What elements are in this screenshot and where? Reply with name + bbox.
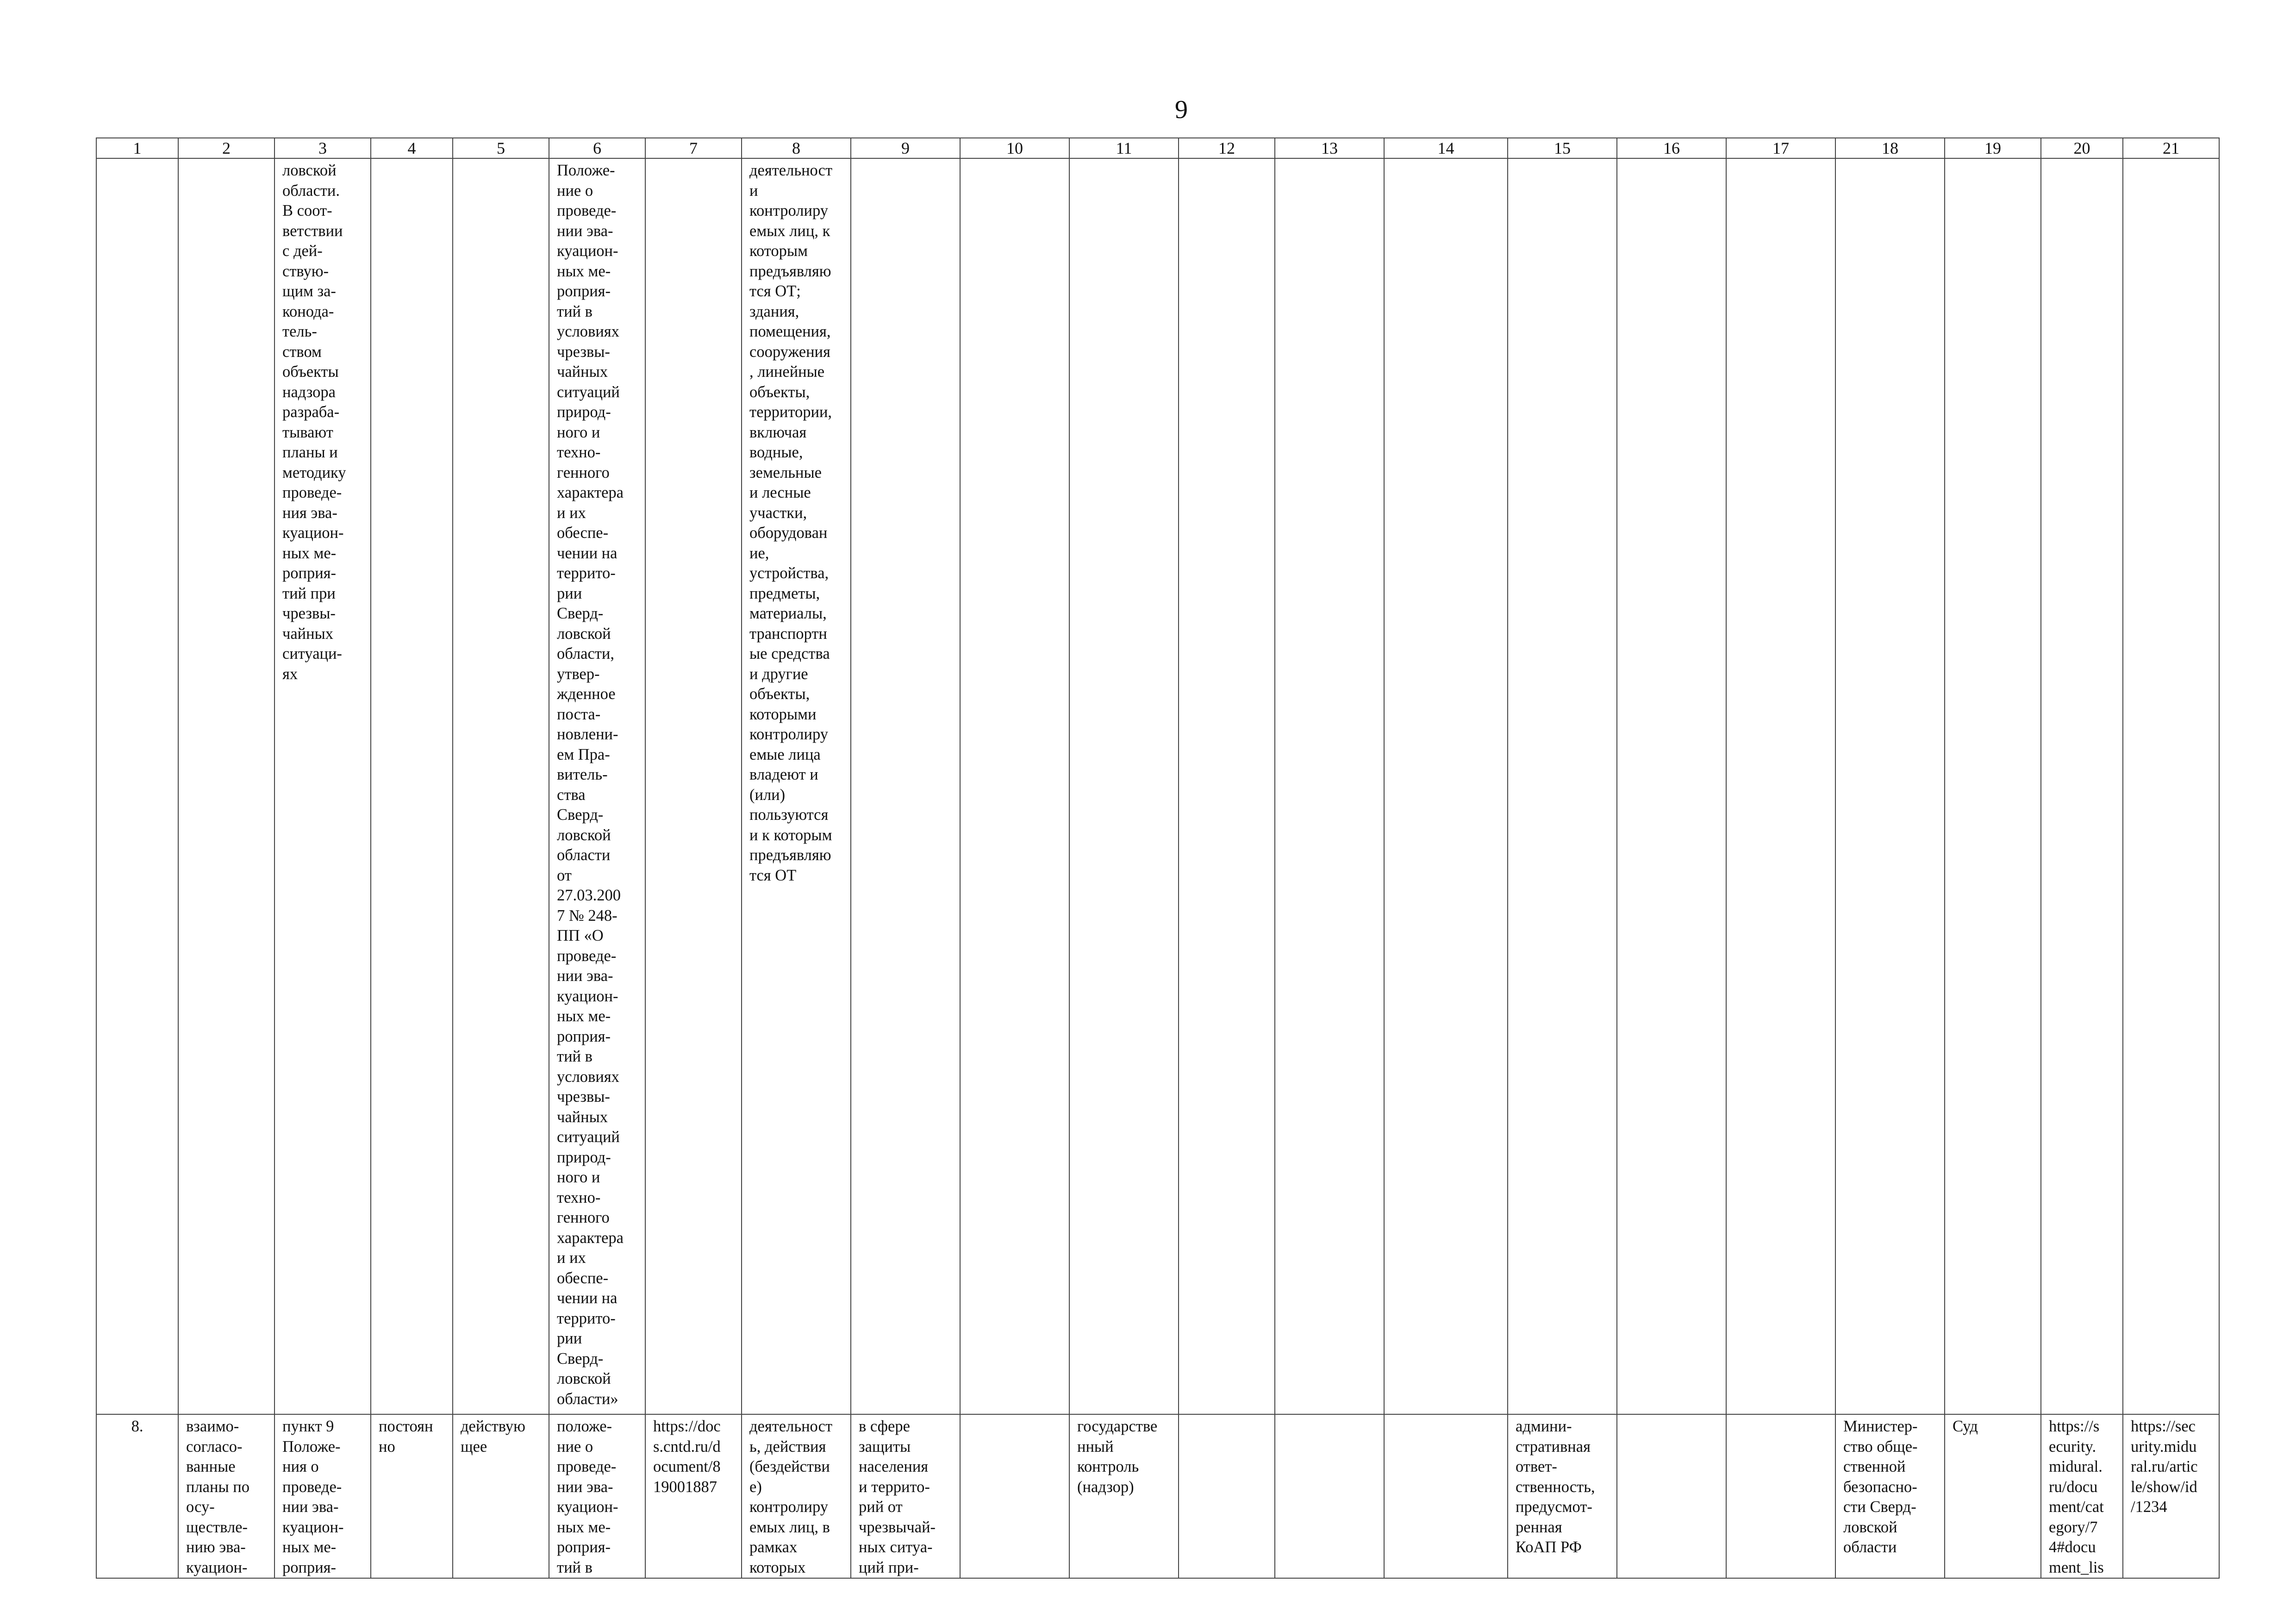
cell-text-line: характера [557,1229,624,1247]
cell-text-line: рии [557,584,582,602]
table-cell [1617,1414,1726,1578]
cell-text-line: тий в [557,302,593,320]
cell-text-line: и их [557,504,586,522]
cell-text-line: области [1843,1538,1897,1556]
cell-text-line: но [379,1437,395,1455]
cell-text-line: ных ме- [557,1007,611,1025]
cell-text-line: обеспе- [557,1269,609,1287]
cell-text-line: ral.ru/artic [2131,1458,2198,1475]
cell-text-line: планы по [186,1478,250,1496]
cell-text-line: 8. [131,1418,144,1435]
cell-text-line: пользуются [749,806,829,824]
cell-text-line: и террито- [859,1478,930,1496]
cell-text-line: ь, действия [749,1437,826,1455]
cell-text-line: области [557,846,611,864]
cell-text-line: ных ме- [557,262,611,280]
cell-text-line: роприя- [557,1027,611,1045]
cell-text-line: и к которым [749,826,832,844]
cell-text-line: чайных [282,625,334,643]
cell-text-line: 27.03.200 [557,887,621,904]
cell-text-line: сти Сверд- [1843,1498,1916,1516]
table-cell [960,1414,1069,1578]
table-cell [1726,158,1835,1414]
cell-text-line: ловской [557,625,611,643]
cell-text-line: ства [557,786,586,804]
cell-text-line: характера [557,484,624,501]
cell-text-line: чайных [557,1108,608,1126]
cell-text-line: нный [1077,1437,1114,1455]
cell-text-line: террито- [557,1309,616,1327]
cell-text-line: куацион- [282,524,344,542]
table-cell [1275,158,1384,1414]
table-cell [275,158,371,1414]
cell-text-line: куацион- [557,1498,618,1516]
cell-text-line: куацион- [186,1558,248,1576]
cell-text-line: области, [557,645,614,662]
cell-text-line: ных ситуа- [859,1538,933,1556]
cell-text-line: ловской [557,826,611,844]
cell-text-line: объекты, [749,383,810,401]
cell-text-line: тся ОТ; [749,282,801,300]
cell-text-line: планы и [282,443,338,461]
cell-text-line: нии эва- [557,1478,613,1496]
cell-text-line: щее [461,1437,487,1455]
page-number: 9 [1175,95,1188,124]
table-cell [178,1414,275,1578]
cell-text-line: ных ме- [282,1538,337,1556]
cell-text-line: ветствии [282,222,343,240]
cell-text-line: ment_lis [2049,1558,2104,1576]
column-header-15: 15 [1508,138,1617,158]
table-cell [851,158,960,1414]
cell-text-line: куацион- [282,1518,344,1536]
cell-text-line: и другие [749,665,808,683]
column-header-11: 11 [1069,138,1179,158]
cell-text-line: деятельност [749,1418,833,1435]
cell-text-line: взаимо- [186,1418,239,1435]
cell-text-line: проведе- [557,947,617,965]
table-cell [1508,158,1617,1414]
cell-text-line: 19001887 [653,1478,717,1496]
cell-text-line: проведе- [557,1458,617,1475]
cell-text-line: террито- [557,564,616,582]
table-cell [1726,1414,1835,1578]
cell-text-line: ния эва- [282,504,337,522]
table-cell [453,1414,549,1578]
table-cell [742,158,851,1414]
cell-text-line: новлени- [557,725,618,743]
cell-text-line: ных ме- [557,1518,611,1536]
table-cell [742,1414,851,1578]
cell-text-line: жденное [557,685,616,703]
table-cell [1945,158,2041,1414]
cell-text-line: емые лица [749,745,821,763]
cell-text-line: стративная [1516,1437,1591,1455]
cell-text-line: Положе- [557,162,615,179]
cell-text-line: с дей- [282,242,323,260]
table-cell [2123,1414,2219,1578]
cell-text-line: ния о [282,1458,319,1475]
column-header-17: 17 [1726,138,1835,158]
cell-text-line: предъявляю [749,262,831,280]
cell-text-line: включая [749,423,807,441]
cell-text-line: тывают [282,423,333,441]
table-cell [178,158,275,1414]
cell-text-line: ситуаци- [282,645,342,662]
table-cell [1069,1414,1179,1578]
cell-text-line: проведе- [282,1478,342,1496]
cell-text-line: водные, [749,443,803,461]
cell-text-line: устройства, [749,564,829,582]
cell-text-line: предметы, [749,584,820,602]
cell-text-line: тий в [557,1558,593,1576]
cell-text-line: е) [749,1478,762,1496]
cell-text-line: рамках [749,1538,798,1556]
table-row-8 [96,1414,2219,1578]
cell-text-line: s.cntd.ru/d [653,1437,721,1455]
cell-text-line: емых лиц, к [749,222,830,240]
table-cell [549,1414,645,1578]
cell-text-line: ственность, [1516,1478,1595,1496]
cell-text-line: генного [557,1209,610,1226]
cell-text-line: админи- [1516,1418,1572,1435]
cell-text-line: ocument/8 [653,1458,721,1475]
cell-text-line: 4#docu [2049,1538,2096,1556]
cell-text-line: ПП «О [557,927,604,944]
cell-text-line: проведе- [282,484,342,501]
column-header-16: 16 [1617,138,1726,158]
table-cell [1069,158,1179,1414]
cell-text-line: ственной [1843,1458,1906,1475]
cell-text-line: утвер- [557,665,600,683]
cell-text-line: Сверд- [557,806,604,824]
cell-text-line: (бездействи [749,1458,830,1475]
cell-text-line: деятельност [749,162,833,179]
cell-text-line: в сфере [859,1418,910,1435]
table-cell [2041,1414,2123,1578]
cell-text-line: ях [282,665,298,683]
column-header-14: 14 [1384,138,1508,158]
cell-text-line: безопасно- [1843,1478,1917,1496]
cell-text-line: области» [557,1390,618,1408]
cell-text-line: urity.midu [2131,1437,2197,1455]
cell-text-line: чрезвычай- [859,1518,936,1536]
cell-text-line: проведе- [557,202,617,219]
cell-text-line: контролиру [749,202,828,219]
cell-text-line: населения [859,1458,929,1475]
cell-text-line: , линейные [749,363,825,381]
cell-text-line: https://sec [2131,1418,2196,1435]
table-cell [1179,158,1275,1414]
table-cell [549,158,645,1414]
table-cell [453,158,549,1414]
cell-text-line: ие, [749,544,769,562]
cell-text-line: техно- [557,443,601,461]
cell-text-line: государстве [1077,1418,1158,1435]
cell-text-line: объекты, [749,685,810,703]
table-cell [1835,158,1945,1414]
cell-text-line: поста- [557,705,601,723]
cell-text-line: пункт 9 [282,1418,334,1435]
table-cell [645,158,742,1414]
cell-text-line: чайных [557,363,608,381]
table-cell [1275,1414,1384,1578]
table-cell [96,158,178,1414]
cell-text-line: (или) [749,786,786,804]
cell-text-line: ного и [557,423,600,441]
cell-text-line: чении на [557,1289,618,1307]
column-header-20: 20 [2041,138,2123,158]
cell-text-line: ством [282,343,322,361]
cell-text-line: рии [557,1330,582,1347]
cell-text-line: положе- [557,1418,612,1435]
table-cell [2123,158,2219,1414]
header-row [96,138,2219,158]
cell-text-line: объекты [282,363,339,381]
cell-text-line: egory/7 [2049,1518,2098,1536]
cell-text-line: куацион- [557,987,618,1005]
cell-text-line: помещения, [749,323,831,340]
cell-text-line: КоАП РФ [1516,1538,1582,1556]
cell-text-line: действую [461,1418,525,1435]
cell-text-line: нии эва- [557,222,613,240]
cell-text-line: щим за- [282,282,336,300]
column-header-21: 21 [2123,138,2219,158]
cell-text-line: условиях [557,1068,619,1086]
cell-text-line: ловской [282,162,337,179]
cell-text-line: Министер- [1843,1418,1918,1435]
cell-text-line: материалы, [749,605,827,622]
cell-text-line: ем Пра- [557,745,610,763]
cell-text-line: разраба- [282,403,340,421]
cell-text-line: надзора [282,383,336,401]
cell-text-line: и их [557,1249,586,1267]
cell-text-line: Суд [1953,1418,1978,1435]
cell-text-line: которыми [749,705,817,723]
table-cell [1384,1414,1508,1578]
cell-text-line: техно- [557,1188,601,1206]
table-cell [371,158,453,1414]
column-header-12: 12 [1179,138,1275,158]
cell-text-line: контролиру [749,1498,828,1516]
cell-text-line: предусмот- [1516,1498,1592,1516]
cell-text-line: ций при- [859,1558,919,1576]
cell-text-line: витель- [557,766,608,783]
cell-text-line: Положе- [282,1437,341,1455]
cell-text-line: чении на [557,544,618,562]
column-header-13: 13 [1275,138,1384,158]
cell-text-line: транспортн [749,625,827,643]
column-header-10: 10 [960,138,1069,158]
cell-text-line: midural. [2049,1458,2103,1475]
table-cell [1835,1414,1945,1578]
cell-text-line: https://doc [653,1418,721,1435]
cell-text-line: ствую- [282,262,329,280]
cell-text-line: природ- [557,403,611,421]
cell-text-line: роприя- [282,564,337,582]
cell-text-line: чрезвы- [282,605,336,622]
cell-text-line: тий при [282,584,336,602]
cell-text-line: нии эва- [557,967,613,985]
cell-text-line: конода- [282,302,334,320]
cell-text-line: ситуаций [557,1128,620,1146]
cell-text-line: le/show/id [2131,1478,2197,1496]
cell-text-line: ые средства [749,645,830,662]
cell-text-line: владеют и [749,766,818,783]
column-header-5: 5 [453,138,549,158]
cell-text-line: роприя- [282,1558,337,1576]
table-cell [1384,158,1508,1414]
cell-text-line: ние о [557,1437,593,1455]
cell-text-line: осу- [186,1498,215,1516]
cell-text-line: Сверд- [557,1349,604,1368]
cell-text-line: нии эва- [282,1498,339,1516]
column-header-2: 2 [178,138,275,158]
cell-text-line: ществле- [186,1518,248,1536]
table-cell [1179,1414,1275,1578]
cell-text-line: роприя- [557,282,611,300]
cell-text-line: тий в [557,1048,593,1065]
table-cell [96,1414,178,1578]
column-header-19: 19 [1945,138,2041,158]
cell-text-line: ecurity. [2049,1437,2096,1455]
table-cell [1945,1414,2041,1578]
cell-text-line: предъявляю [749,846,831,864]
table-cell [1617,158,1726,1414]
column-header-18: 18 [1835,138,1945,158]
table-cell [960,158,1069,1414]
cell-text-line: и [749,181,758,200]
cell-text-line: постоян [379,1418,433,1435]
cell-text-line: тель- [282,323,317,340]
cell-text-line: контроль [1077,1458,1139,1475]
cell-text-line: ренная [1516,1518,1562,1536]
table-cell [371,1414,453,1578]
cell-text-line: и лесные [749,484,811,501]
column-header-1: 1 [96,138,178,158]
cell-text-line: ние о [557,181,593,200]
cell-text-line: защиты [859,1437,911,1455]
cell-text-line: /1234 [2131,1498,2167,1516]
table-row-continuation [96,158,2219,1414]
cell-text-line: ment/cat [2049,1498,2104,1516]
cell-text-line: нию эва- [186,1538,246,1556]
cell-text-line: которых [749,1558,806,1576]
column-header-3: 3 [275,138,371,158]
column-header-9: 9 [851,138,960,158]
cell-text-line: ответ- [1516,1458,1557,1475]
cell-text-line: ru/docu [2049,1478,2098,1496]
cell-text-line: сооружения [749,343,830,361]
cell-text-line: оборудован [749,524,828,542]
cell-text-line: ство обще- [1843,1437,1918,1455]
cell-text-line: от [557,866,572,884]
table-cell [645,1414,742,1578]
registry-table [96,137,2220,1579]
cell-text-line: природ- [557,1148,611,1166]
table-cell [2041,158,2123,1414]
table-cell [851,1414,960,1578]
cell-text-line: куацион- [557,242,618,260]
cell-text-line: https://s [2049,1418,2100,1435]
cell-text-line: ного и [557,1168,600,1186]
cell-text-line: обеспе- [557,524,609,542]
column-header-6: 6 [549,138,645,158]
cell-text-line: участки, [749,504,807,522]
column-header-4: 4 [371,138,453,158]
cell-text-line: условиях [557,323,619,340]
cell-text-line: чрезвы- [557,1088,610,1106]
cell-text-line: Сверд- [557,605,604,622]
cell-text-line: ловской [1843,1518,1897,1536]
cell-text-line: ванные [186,1458,236,1475]
cell-text-line: тся ОТ [749,866,797,884]
cell-text-line: ных ме- [282,544,337,562]
table-cell [275,1414,371,1578]
cell-text-line: (надзор) [1077,1478,1134,1496]
cell-text-line: В соот- [282,202,332,219]
cell-text-line: которым [749,242,808,260]
cell-text-line: методику [282,463,346,481]
table-cell [1508,1414,1617,1578]
cell-text-line: территории, [749,403,832,421]
column-header-8: 8 [742,138,851,158]
cell-text-line: земельные [749,463,822,481]
cell-text-line: согласо- [186,1437,243,1455]
cell-text-line: роприя- [557,1538,611,1556]
cell-text-line: емых лиц, в [749,1518,830,1536]
cell-text-line: области. [282,181,340,200]
cell-text-line: ситуаций [557,383,620,401]
column-header-7: 7 [645,138,742,158]
cell-text-line: ловской [557,1370,611,1387]
cell-text-line: 7 № 248- [557,906,618,924]
cell-text-line: генного [557,463,610,481]
cell-text-line: контролиру [749,725,828,743]
cell-text-line: рий от [859,1498,903,1516]
cell-text-line: чрезвы- [557,343,610,361]
cell-text-line: здания, [749,302,799,320]
